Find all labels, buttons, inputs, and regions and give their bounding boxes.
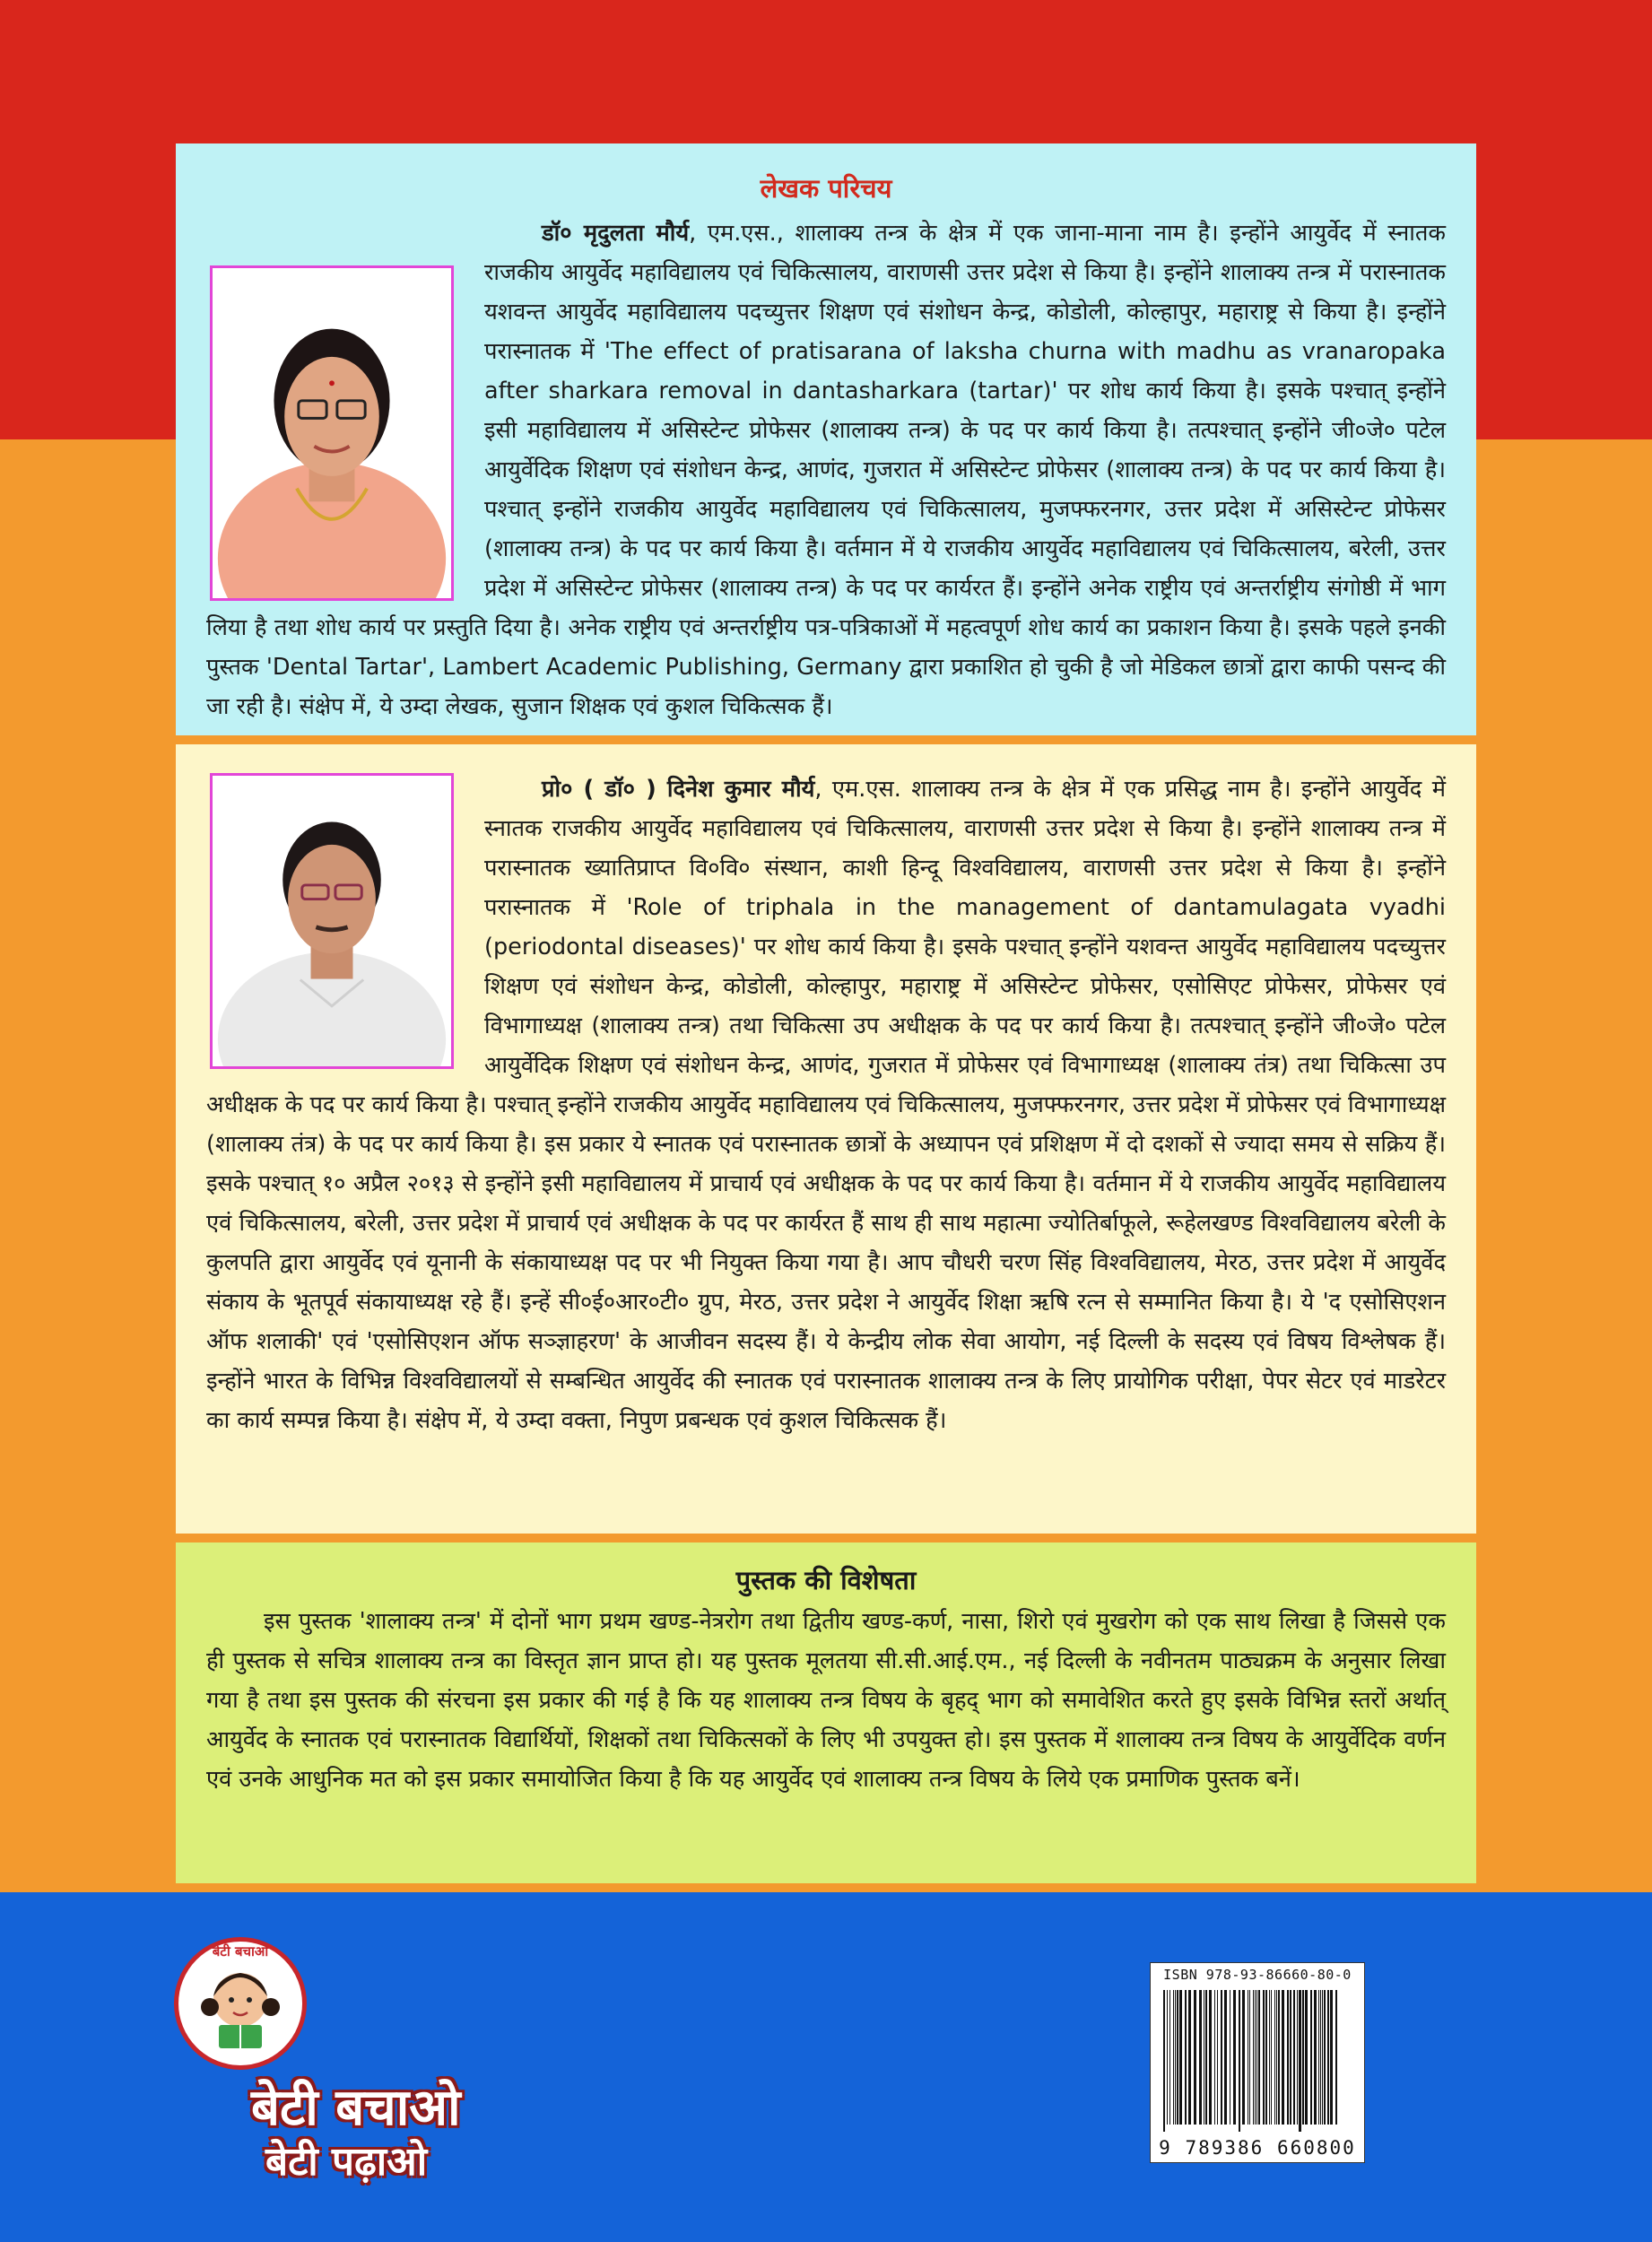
barcode-digits: 9 789386 660800 (1159, 2137, 1356, 2159)
barcode-bar (1324, 1990, 1326, 2125)
author2-portrait-image (213, 776, 451, 1066)
barcode-bar (1318, 1990, 1319, 2125)
barcode-bar (1276, 1990, 1277, 2125)
barcode-bar (1255, 1990, 1256, 2125)
barcode-bar (1173, 1990, 1174, 2125)
barcode-bar (1274, 1990, 1275, 2125)
barcode-bar (1305, 1990, 1308, 2125)
barcode-bar (1239, 1990, 1240, 2132)
barcode-bar (1322, 1990, 1323, 2125)
barcode-bar (1293, 1990, 1295, 2125)
author2-panel (176, 744, 1476, 1534)
barcode-bar (1335, 1990, 1337, 2125)
barcode-bar (1175, 1990, 1176, 2125)
barcode-bar (1205, 1990, 1207, 2125)
barcode-bar (1278, 1990, 1280, 2125)
barcode-bar (1188, 1990, 1191, 2125)
barcode-bar (1282, 1990, 1284, 2125)
barcode-bar (1299, 1990, 1301, 2132)
barcode-bar (1297, 1990, 1298, 2125)
barcode-bar (1242, 1990, 1245, 2125)
barcode-bar (1179, 1990, 1182, 2125)
author1-bio: , एम.एस., शालाक्य तन्त्र के क्षेत्र में एक जाना-माना नाम है। इन्होंने आयुर्वेद में स्नातक राजकीय आयुर्वेद महाविद्यालय एवं चिकित्सालय, वाराणसी उत्तर प्रदेश से किया है। इन्होंने शालाक्य तन्त्र में परास्नातक यशवन्त आयुर्वेद महाविद्यालय पदच्युत्तर शिक्षण एवं संशोधन केन्द्र, कोडोली, कोल्हापुर, महाराष्ट्र से किया है। इन्होंने परास्नातक में 'The effect of pratisarana of laksha churna with madhu as vranaropaka after sharkara removal in dantasharkara (tartar)' पर शोध कार्य किया है। इसके पश्चात् इन्होंने इसी महाविद्यालय में असिस्टेन्ट प्रोफेसर (शालाक्य तन्त्र) के पद पर कार्य किया है। तत्पश्चात् इन्होंने जी०जे० पटेल आयुर्वेदिक शिक्षण एवं संशोधन केन्द्र, आणंद, गुजरात में असिस्टेन्ट प्रोफेसर (शालाक्य तन्त्र) के पद पर कार्य किया है। पश्चात् इन्होंने राजकीय आयुर्वेद महाविद्यालय एवं चिकित्सालय, मुजफ्फरनगर, उत्तर प्रदेश में असिस्टेन्ट प्रोफेसर (शालाक्य तन्त्र) के पद पर कार्य किया है। वर्तमान में ये राजकीय आयुर्वेद महाविद्यालय एवं चिकित्सालय, बरेली, उत्तर प्रदेश में असिस्टेन्ट प्रोफेसर (शालाक्य तन्त्र) के पद पर कार्यरत हैं। इन्होंने अनेक राष्ट्रीय एवं अन्तर्राष्ट्रीय संगोष्ठी में भाग लिया है तथा शोध कार्य पर प्रस्तुति दिया है। अनेक राष्ट्रीय एवं अन्तर्राष्ट्रीय पत्र-पत्रिकाओं में महत्वपूर्ण शोध कार्य का प्रकाशन किया है। इसके पहले इनकी पुस्तक 'Dental Tartar', Lambert Academic Publishing, Germany द्वारा प्रकाशित हो चुकी है जो मेडिकल छात्रों द्वारा काफी पसन्द की जा रही है। संक्षेप में, ये उम्दा लेखक, सुजान शिक्षक एवं कुशल चिकित्सक हैं। (206, 220, 1447, 720)
barcode-bar (1320, 1990, 1321, 2125)
barcode-bar (1209, 1990, 1212, 2125)
barcode-bar (1163, 1990, 1165, 2132)
barcode-bar (1169, 1990, 1170, 2125)
author1-name: डॉ० मृदुलता मौर्य (542, 220, 690, 247)
author2-bio: , एम.एस. शालाक्य तन्त्र के क्षेत्र में एक प्रसिद्ध नाम है। इन्होंने आयुर्वेद में स्नातक राजकीय आयुर्वेद महाविद्यालय एवं चिकित्सालय, वाराणसी उत्तर प्रदेश से किया है। इन्होंने शालाक्य तन्त्र में परास्नातक ख्यातिप्राप्त वि०वि० संस्थान, काशी हिन्दू विश्वविद्यालय, वाराणसी उत्तर प्रदेश से किया है। इन्होंने परास्नातक में 'Role of triphala in the management of dantamulagata vyadhi (periodontal diseases)' पर शोध कार्य किया है। इसके पश्चात् इन्होंने यशवन्त आयुर्वेद महाविद्यालय पदच्युत्तर शिक्षण एवं संशोधन केन्द्र, कोडोली, कोल्हापुर, महाराष्ट्र में असिस्टेन्ट प्रोफेसर, एसोसिएट प्रोफेसर, प्रोफेसर एवं विभागाध्यक्ष (शालाक्य तन्त्र) तथा चिकित्सा उप अधीक्षक के पद पर कार्य किया है। तत्पश्चात् इन्होंने जी०जे० पटेल आयुर्वेदिक शिक्षण एवं संशोधन केन्द्र, आणंद, गुजरात में प्रोफेसर एवं विभागाध्यक्ष (शालाक्य तंत्र) तथा चिकित्सा उप अधीक्षक के पद पर कार्य किया है। पश्चात् इन्होंने राजकीय आयुर्वेद महाविद्यालय एवं चिकित्सालय, मुजफ्फरनगर, उत्तर प्रदेश में प्रोफेसर एवं विभागाध्यक्ष (शालाक्य तंत्र) के पद पर कार्य किया है। इस प्रकार ये स्नातक एवं परास्नातक छात्रों के अध्यापन एवं प्रशिक्षण में दो दशकों से ज्यादा समय से सक्रिय हैं। इसके पश्चात् १० अप्रैल २०१३ से इन्होंने इसी महाविद्यालय में प्राचार्य एवं अधीक्षक के पद पर कार्य किया है। वर्तमान में ये राजकीय आयुर्वेद महाविद्यालय एवं चिकित्सालय, बरेली, उत्तर प्रदेश में प्राचार्य एवं अधीक्षक के पद पर कार्यरत हैं साथ ही साथ महात्मा ज्योतिर्बाफूले, रूहेलखण्ड विश्वविद्यालय बरेली के कुलपति द्वारा आयुर्वेद एवं यूनानी के संकायाध्यक्ष पद पर भी नियुक्त किया गया है। आप चौधरी चरण सिंह विश्वविद्यालय, मेरठ, उत्तर प्रदेश में आयुर्वेद संकाय के भूतपूर्व संकायाध्यक्ष रहे हैं। इन्हें सी०ई०आर०टी० ग्रुप, मेरठ, उत्तर प्रदेश ने आयुर्वेद शिक्षा ऋषि रत्न से सम्मानित किया है। ये 'द एसोसिएशन ऑफ शलाकी' एवं 'एसोसिएशन ऑफ सञ्ज्ञाहरण' के आजीवन सदस्य हैं। ये केन्द्रीय लोक सेवा आयोग, नई दिल्ली के सदस्य एवं विषय विश्लेषक हैं। इन्होंने भारत के विभिन्न विश्वविद्यालयों से सम्बन्धित आयुर्वेद की स्नातक एवं परास्नातक शालाक्य तन्त्र के लिए प्रायोगिक परीक्षा, पेपर सेटर एवं माडरेटर का कार्य सम्पन्न किया है। संक्षेप में, ये उम्दा वक्ता, निपुण प्रबन्धक एवं कुशल चिकित्सक हैं। (206, 776, 1446, 1434)
barcode-bar (1327, 1990, 1329, 2125)
author1-photo (210, 265, 454, 601)
logo-line1: बेटी बचाओ (251, 2079, 461, 2137)
barcode-bar (1330, 1990, 1333, 2125)
author2-name: प्रो० ( डॉ० ) दिनेश कुमार मौर्य (542, 776, 815, 803)
barcode-bar (1302, 1990, 1304, 2125)
book-features-text: इस पुस्तक 'शालाक्य तन्त्र' में दोनों भाग प्रथम खण्ड-नेत्ररोग तथा द्वितीय खण्ड-कर्ण, नासा, शिरो एवं मुखरोग को एक साथ लिखा है जिससे एक ही पुस्तक से सचित्र शालाक्य तन्त्र का विस्तृत ज्ञान प्राप्त हो। यह पुस्तक मूलतया सी.सी.आई.एम., नई दिल्ली के नवीनतम पाठ्यक्रम के अनुसार लिखा गया है तथा इस पुस्तक की संरचना इस प्रकार की गई है कि यह शालाक्य तन्त्र विषय के बृहद् भाग को समावेशित करते हुए इसके विभिन्न स्तरों अर्थात् आयुर्वेद के स्नातक एवं परास्नातक विद्यार्थियों, शिक्षकों तथा चिकित्सकों के लिए भी उपयुक्त हो। इस पुस्तक में शालाक्य तन्त्र विषय के आयुर्वेदिक वर्णन एवं उनके आधुनिक मत को इस प्रकार समायोजित किया है कि यह आयुर्वेद एवं शालाक्य तन्त्र विषय के लिये एक प्रमाणिक पुस्तक बनें। (206, 1608, 1446, 1793)
logo-badge-text: बेटी बचाओ (212, 1943, 269, 1960)
barcode-bar (1221, 1990, 1222, 2125)
barcode-bar (1310, 1990, 1312, 2125)
book-features-panel (176, 1542, 1476, 1883)
barcode-bar (1290, 1990, 1291, 2125)
barcode-bar (1263, 1990, 1265, 2125)
barcode-bar (1199, 1990, 1202, 2125)
barcode-bar (1177, 1990, 1178, 2125)
barcode-bar (1314, 1990, 1317, 2125)
barcode-bar (1194, 1990, 1196, 2125)
barcode-bar (1249, 1990, 1250, 2125)
beti-bachao-logo (169, 1937, 465, 2206)
barcode-bar (1271, 1990, 1272, 2125)
barcode-bar (1224, 1990, 1227, 2125)
barcode-bar (1233, 1990, 1236, 2125)
barcode-bar (1269, 1990, 1270, 2125)
author2-photo (210, 773, 454, 1069)
barcode-bar (1253, 1990, 1254, 2125)
barcode-bar (1256, 1990, 1257, 2125)
barcode-bar (1214, 1990, 1215, 2125)
isbn-barcode (1150, 1962, 1365, 2163)
barcode-bar (1167, 1990, 1168, 2125)
logo-line2: बेटी पढ़ाओ (265, 2139, 428, 2185)
barcode-bars (1161, 1990, 1353, 2132)
barcode-bar (1185, 1990, 1187, 2125)
barcode-bar (1217, 1990, 1218, 2125)
isbn-label: ISBN 978-93-86660-80-0 (1163, 1967, 1352, 1983)
book-features-title: पुस्तक की विशेषता (735, 1565, 917, 1595)
author-intro-panel (176, 143, 1476, 735)
barcode-bar (1258, 1990, 1260, 2125)
barcode-bar (1265, 1990, 1267, 2125)
author1-portrait-image (213, 268, 451, 598)
author-intro-title: लेखक परिचय (760, 173, 892, 204)
barcode-bar (1287, 1990, 1289, 2125)
